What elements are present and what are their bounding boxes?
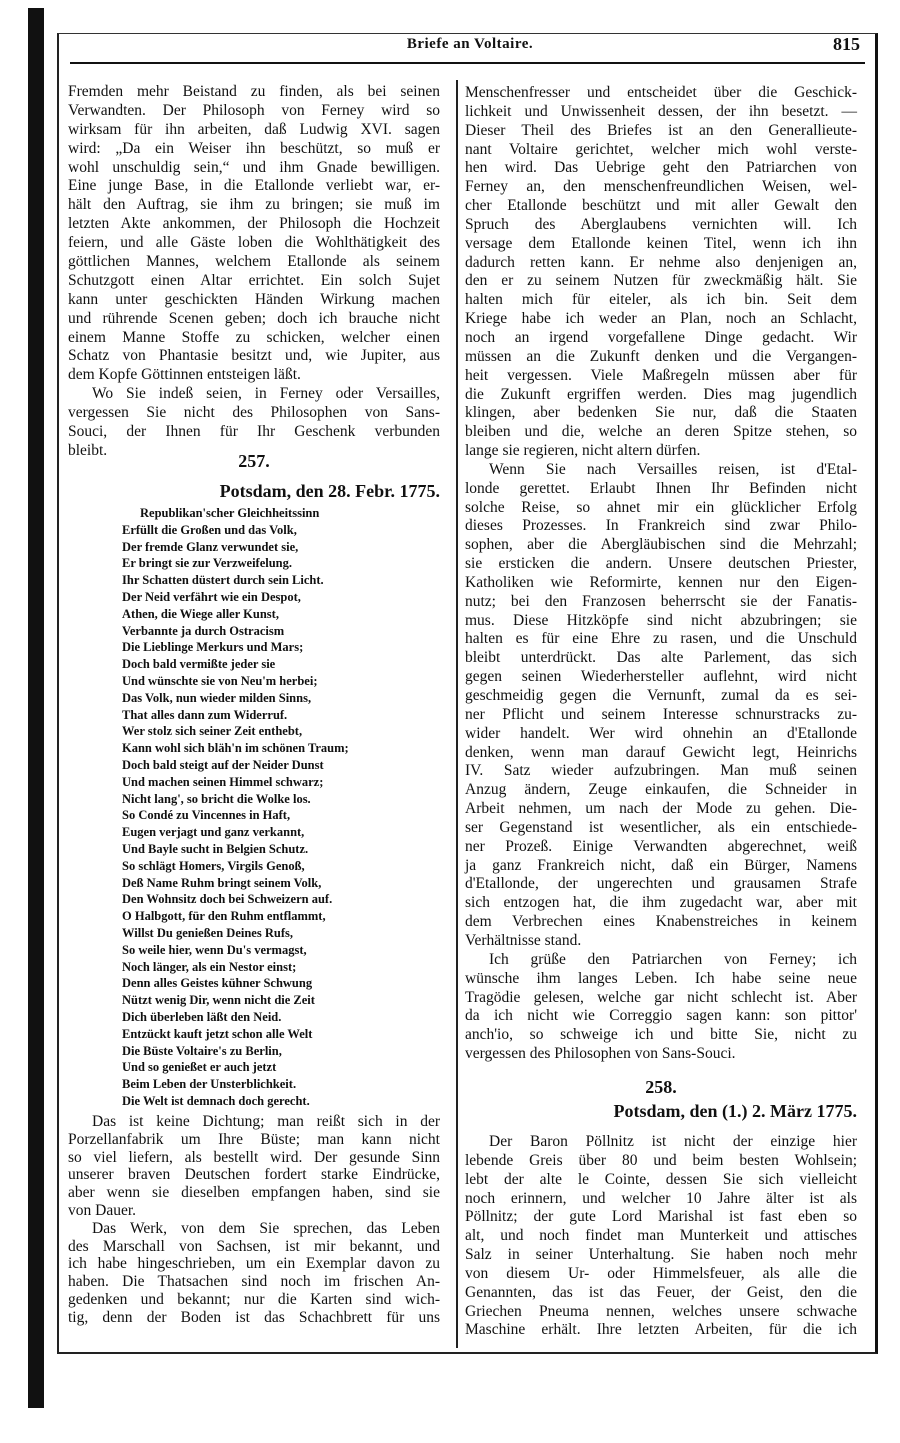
- text-line: Schutzgott einen Altar errichtet. Ein solch Sujet: [68, 271, 440, 289]
- text-line: wird: „Da ein Weiser ihn beschützt, so muß er: [68, 139, 440, 157]
- poem-line: Beim Leben der Unsterblichkeit.: [122, 1077, 297, 1092]
- text-line: Katholiken wie Reformirte, kennen nur den Eigen-: [465, 573, 857, 591]
- text-line: Porzellanfabrik um Ihre Büste; man kann nicht: [68, 1130, 440, 1148]
- text-line: Ferney an, den menschenfreundlichen Weisen, wel-: [465, 178, 857, 196]
- text-line: halten mich für eiteler, als ich bin. Seit dem: [465, 291, 857, 309]
- text-line: da ich nicht wie Correggio sagen kann: son pittor': [465, 1007, 857, 1025]
- text-line: kann unter geschickten Händen Wirkung machen: [68, 290, 440, 308]
- poem-line: Republikan'scher Gleichheitssinn: [140, 506, 320, 520]
- poem-line: Und wünschte sie von Neu'm herbei;: [122, 673, 318, 688]
- poem: [122, 505, 440, 1110]
- text-line: hält den Auftrag, sie ihm zu bringen; sie muß im: [68, 196, 440, 214]
- poem-line: Entzückt kauft jetzt schon alle Welt: [122, 1026, 313, 1041]
- poem-line: Noch länger, als ein Nestor einst;: [122, 959, 297, 974]
- text-line: aber wenn sie dieselben empfangen haben, sind sie: [68, 1184, 440, 1202]
- text-line: hen wird. Das Uebrige geht den Patriarchen von: [465, 159, 857, 177]
- poem-line: Verbannte ja durch Ostracism: [122, 623, 285, 638]
- poem-line: Das Volk, nun wieder milden Sinns,: [122, 690, 312, 705]
- poem-line: Wer stolz sich seiner Zeit enthebt,: [122, 724, 303, 739]
- text-line: cher Etallonde beschützt und mit aller Gewalt den: [465, 197, 857, 215]
- text-line: wohl unschuldig sein,“ und ihm Gnade bewilligen.: [68, 158, 440, 176]
- text-line: dieses Prozesses. In Frankreich sind zwar Philo-: [465, 517, 857, 535]
- text-line: wünsche ihm langes Leben. Ich habe seine neue: [465, 969, 857, 987]
- text-line: ser Gegenstand ist wesentlicher, als ein entschiede-: [465, 818, 857, 836]
- poem-line: Nützt wenig Dir, wenn nicht die Zeit: [122, 993, 315, 1008]
- poem-line: So Condé zu Vincennes in Haft,: [122, 808, 291, 823]
- poem-line: Willst Du genießen Deines Rufs,: [122, 925, 293, 940]
- text-line: lange sie regieren, nicht altern dürfen.: [465, 442, 701, 460]
- text-line: versage dem Etallonde keinen Titel, wenn ich ihn: [465, 234, 857, 252]
- text-line: nutz; bei den Franzosen beherrscht sie der Fanatis-: [465, 592, 857, 610]
- poem-line: Und machen seinen Himmel schwarz;: [122, 774, 324, 789]
- running-head: Briefe an Voltaire.: [406, 36, 534, 52]
- poem-line: Dich überleben läßt den Neid.: [122, 1009, 282, 1024]
- poem-line: So schlägt Homers, Virgils Genoß,: [122, 858, 305, 873]
- poem-line: Ihr Schatten düstert durch sein Licht.: [122, 573, 324, 588]
- poem-line: Doch bald steigt auf der Neider Dunst: [122, 757, 324, 772]
- poem-line: Eugen verjagt und ganz verkannt,: [122, 825, 305, 840]
- text-line: Kriege habe ich weder an Plan, noch an Schlacht,: [465, 310, 857, 328]
- text-line: Salz in seiner Unterhaltung. Sie haben noch mehr: [465, 1246, 857, 1264]
- left-column-top-text: [68, 83, 440, 461]
- poem-line: Er bringt sie zur Verzweifelung.: [122, 556, 293, 571]
- text-line: geschmeidig gegen die Vernunft, zumal da es sei-: [465, 687, 857, 704]
- text-line: Maschine erhält. Ihre letzten Arbeiten, für die ich: [465, 1321, 857, 1339]
- column-divider: [456, 80, 458, 1348]
- text-line: Arbeit nehmen, um nach der Mode zu gehen. Die-: [465, 800, 857, 818]
- text-line: haben. Die Thatsachen sind noch im frischen An-: [68, 1273, 440, 1291]
- text-line: londe gerettet. Erlaubt Ihnen Ihr Befinden nicht: [465, 479, 857, 497]
- text-line: d'Etallonde, der ungerechten und grausamen Strafe: [465, 875, 857, 893]
- text-line: Anzug ändern, Zeuge einkaufen, die Schneider in: [465, 781, 857, 799]
- text-line: Genannten, das ist das Feuer, der Geist, den die: [465, 1283, 857, 1301]
- text-line: solche Reise, so ahnet mir ein glücklicher Erfolg: [465, 498, 857, 516]
- text-line: bleiben und die, welche an deren Spitze stehen, so: [465, 423, 857, 441]
- text-line: dem Kopfe Göttinnen entsteigen läßt.: [68, 366, 301, 384]
- poem-line: So weile hier, wenn Du's vermagst,: [122, 942, 307, 957]
- text-line: Menschenfresser und entscheidet über die Geschick-: [465, 84, 857, 101]
- text-line: alt, und noch findet man Munterkeit und attisches: [465, 1227, 857, 1245]
- text-line: von diesem Ur- oder Himmelsfeuer, als alle die: [465, 1264, 857, 1282]
- text-line: lebt der alte le Cointe, dessen Sie sich vielleicht: [465, 1170, 857, 1188]
- poem-line: Erfüllt die Großen und das Volk,: [122, 522, 297, 537]
- text-line: ich habe hingeschrieben, um ein Exemplar davon zu: [68, 1255, 440, 1273]
- text-line: Wo Sie indeß seien, in Ferney oder Versailles,: [92, 385, 440, 403]
- text-line: anch'io, so schweige ich und bitte Sie, nicht zu: [465, 1026, 857, 1044]
- text-line: noch an irgend vorgefallene Dinge gedacht. Wir: [465, 328, 857, 346]
- letter-number-257: 257.: [238, 451, 270, 471]
- text-line: Verhältnisse stand.: [465, 931, 582, 949]
- poem-line: Athen, die Wiege aller Kunst,: [122, 606, 279, 621]
- poem-line: Die Welt ist demnach doch gerecht.: [122, 1093, 310, 1108]
- text-line: Das ist keine Dichtung; man reißt sich in der: [92, 1113, 440, 1130]
- text-line: Der Baron Pöllnitz ist nicht der einzige hier: [489, 1133, 857, 1150]
- text-line: dem Verbrechen eines Knabenstreiches in keinem: [465, 913, 857, 931]
- text-line: Wenn Sie nach Versailles reisen, ist d'Etal-: [489, 460, 857, 478]
- poem-line: That alles dann zum Widerruf.: [122, 707, 288, 722]
- text-line: letzten Akte ankommen, der Philosoph die Hochzeit: [68, 215, 440, 233]
- text-line: Pöllnitz; der gute Lord Marishal ist fast eben so: [465, 1208, 857, 1226]
- text-line: des Marschall von Sachsen, ist mir bekannt, und: [68, 1237, 440, 1255]
- text-line: und rührende Scenen geben; doch ich brauche nicht: [68, 309, 440, 327]
- text-line: Schatz von Phantasie besitzt und, wie Jupiter, aus: [68, 347, 440, 365]
- text-line: Dieser Theil des Briefes ist an den Generallieute-: [465, 121, 857, 139]
- text-line: den er zu seinem Nutzen für zweckmäßig hält. Sie: [465, 272, 857, 290]
- poem-line: Der fremde Glanz verwundet sie,: [122, 539, 299, 554]
- poem-line: Die Büste Voltaire's zu Berlin,: [122, 1043, 282, 1058]
- text-line: Spruch des Aberglaubens vernichten will. Ich: [465, 215, 857, 233]
- text-line: die Zukunft ergriffen werden. Dies mag jugendlich: [465, 385, 857, 403]
- poem-line: Doch bald vermißte jeder sie: [122, 657, 276, 672]
- poem-line: Den Wohnsitz doch bei Schweizern auf.: [122, 892, 333, 907]
- text-line: gegen seinen Wiederhersteller auflehnt, wird nicht: [465, 668, 857, 686]
- poem-line: Die Lieblinge Merkurs und Mars;: [122, 640, 304, 655]
- text-line: sie ersticken die andern. Unsere deutschen Priester,: [465, 555, 857, 573]
- poem-line: Und Bayle sucht in Belgien Schutz.: [122, 841, 309, 856]
- letter-date-257: Potsdam, den 28. Febr. 1775.: [219, 481, 440, 501]
- poem-line: Der Neid verfährt wie ein Despot,: [122, 589, 301, 604]
- text-line: Eine junge Base, in die Etallonde verliebt war, er-: [68, 177, 440, 195]
- text-line: lichkeit und Unwissenheit dessen, der ihn besetzt. —: [465, 102, 857, 120]
- text-line: IV. Satz wieder aufzubringen. Man muß seinen: [465, 762, 857, 780]
- text-line: Das Werk, von dem Sie sprechen, das Leben: [92, 1219, 440, 1237]
- letter-date-258: Potsdam, den (1.) 2. März 1775.: [613, 1101, 857, 1121]
- text-line: Ich grüße den Patriarchen von Ferney; ich: [489, 950, 857, 968]
- poem-line: Deß Name Ruhm bringt seinem Volk,: [122, 875, 322, 890]
- text-line: wider handelt. Wer wird ohnehin an d'Etallonde: [465, 724, 857, 742]
- header-rule: [70, 62, 865, 64]
- poem-line: Und so genießet er auch jetzt: [122, 1060, 277, 1075]
- poem-line: Kann wohl sich bläh'n im schönen Traum;: [122, 741, 349, 756]
- text-line: ner Prozeß. Einige Verwandten abgerechnet, weiß: [465, 837, 857, 855]
- text-line: sophen, aber die Abergläubischen sind die Mehrzahl;: [465, 536, 857, 554]
- text-line: Tragödie gelesen, welche gar nicht schlecht ist. Aber: [465, 988, 857, 1006]
- text-line: göttlichen Mannes, welchem Etallonde als seinem: [68, 253, 440, 271]
- text-line: nant Voltaire gerichtet, welcher mich wohl verste-: [465, 140, 857, 158]
- text-line: ja ganz Frankreich nicht, daß ein Bürger, Namens: [465, 856, 857, 874]
- text-line: gedenken und bekannt; nur die Karten sind wich-: [68, 1290, 440, 1308]
- text-line: Griechen Pneuma nennen, welches unsere schwache: [465, 1302, 857, 1320]
- page-edge-shadow: [28, 8, 44, 1408]
- text-line: von Dauer.: [68, 1201, 137, 1219]
- poem-line: Denn alles Geistes kühner Schwung: [122, 976, 313, 991]
- text-line: mus. Diese Hitzköpfe sind nicht abzubringen; sie: [465, 611, 857, 629]
- text-line: vergessen des Philosophen von Sans-Souci.: [465, 1045, 736, 1063]
- text-line: Verwandten. Der Philosoph von Ferney wird so: [68, 101, 440, 119]
- text-line: müssen an die Zukunft denken und die Vergangen-: [465, 347, 857, 365]
- left-column-bottom-text: [68, 1113, 440, 1327]
- text-line: sich entzogen hat, die ihm zugedacht war, aber mit: [465, 894, 857, 912]
- text-line: lebende Greis über 80 und beim besten Wohlsein;: [465, 1151, 857, 1169]
- text-line: tig, denn der Boden ist das Schachbrett für uns: [68, 1308, 440, 1326]
- text-line: noch erinnern, und welcher 10 Jahre älter ist als: [465, 1189, 857, 1207]
- poem-line: Nicht lang', so bricht die Wolke los.: [122, 791, 311, 806]
- text-line: einem Manne Stoffe zu schicken, welcher einen: [68, 328, 440, 346]
- text-line: so viel liefern, als bestellt wird. Der gesunde Sinn: [68, 1148, 440, 1166]
- text-line: wirksam für ihn arbeiten, daß Ludwig XVI. sagen: [68, 120, 440, 138]
- text-line: Fremden mehr Beistand zu finden, als bei seinen: [68, 83, 440, 100]
- text-line: dadurch retten kann. Er nehme also denjenigen an,: [465, 253, 857, 271]
- right-column-bottom-text: [465, 1133, 857, 1340]
- poem-line: O Halbgott, für den Ruhm entflammt,: [122, 909, 326, 924]
- text-line: unserer braven Deutschen fordert starke Eindrücke,: [68, 1166, 440, 1184]
- text-line: bleibt unterdrückt. Das alte Parlement, das sich: [465, 649, 857, 667]
- text-line: ner Pflicht und seinem Interesse schnurstracks zu-: [465, 705, 857, 723]
- text-line: Souci, der Ihnen für Ihr Geschenk verbunden: [68, 423, 440, 441]
- text-line: heit vergessen. Viele Maßregeln müssen aber für: [465, 366, 857, 384]
- letter-number-258: 258.: [645, 1077, 677, 1097]
- page-number: 815: [833, 34, 860, 54]
- text-line: bleibt.: [68, 441, 108, 459]
- text-line: vergessen Sie nicht des Philosophen von Sans-: [68, 404, 440, 422]
- text-line: halten es für eine Ehre zu rasen, und die Unschuld: [465, 630, 857, 648]
- text-line: denken, wenn man darauf Gewicht legt, Heinrichs: [465, 743, 857, 761]
- text-line: klingen, aber bedenken Sie nur, daß die Staaten: [465, 404, 857, 422]
- text-line: feiern, und alle Gäste loben die Wohlthätigkeit des: [68, 234, 440, 252]
- right-column-top-text: [465, 84, 857, 1064]
